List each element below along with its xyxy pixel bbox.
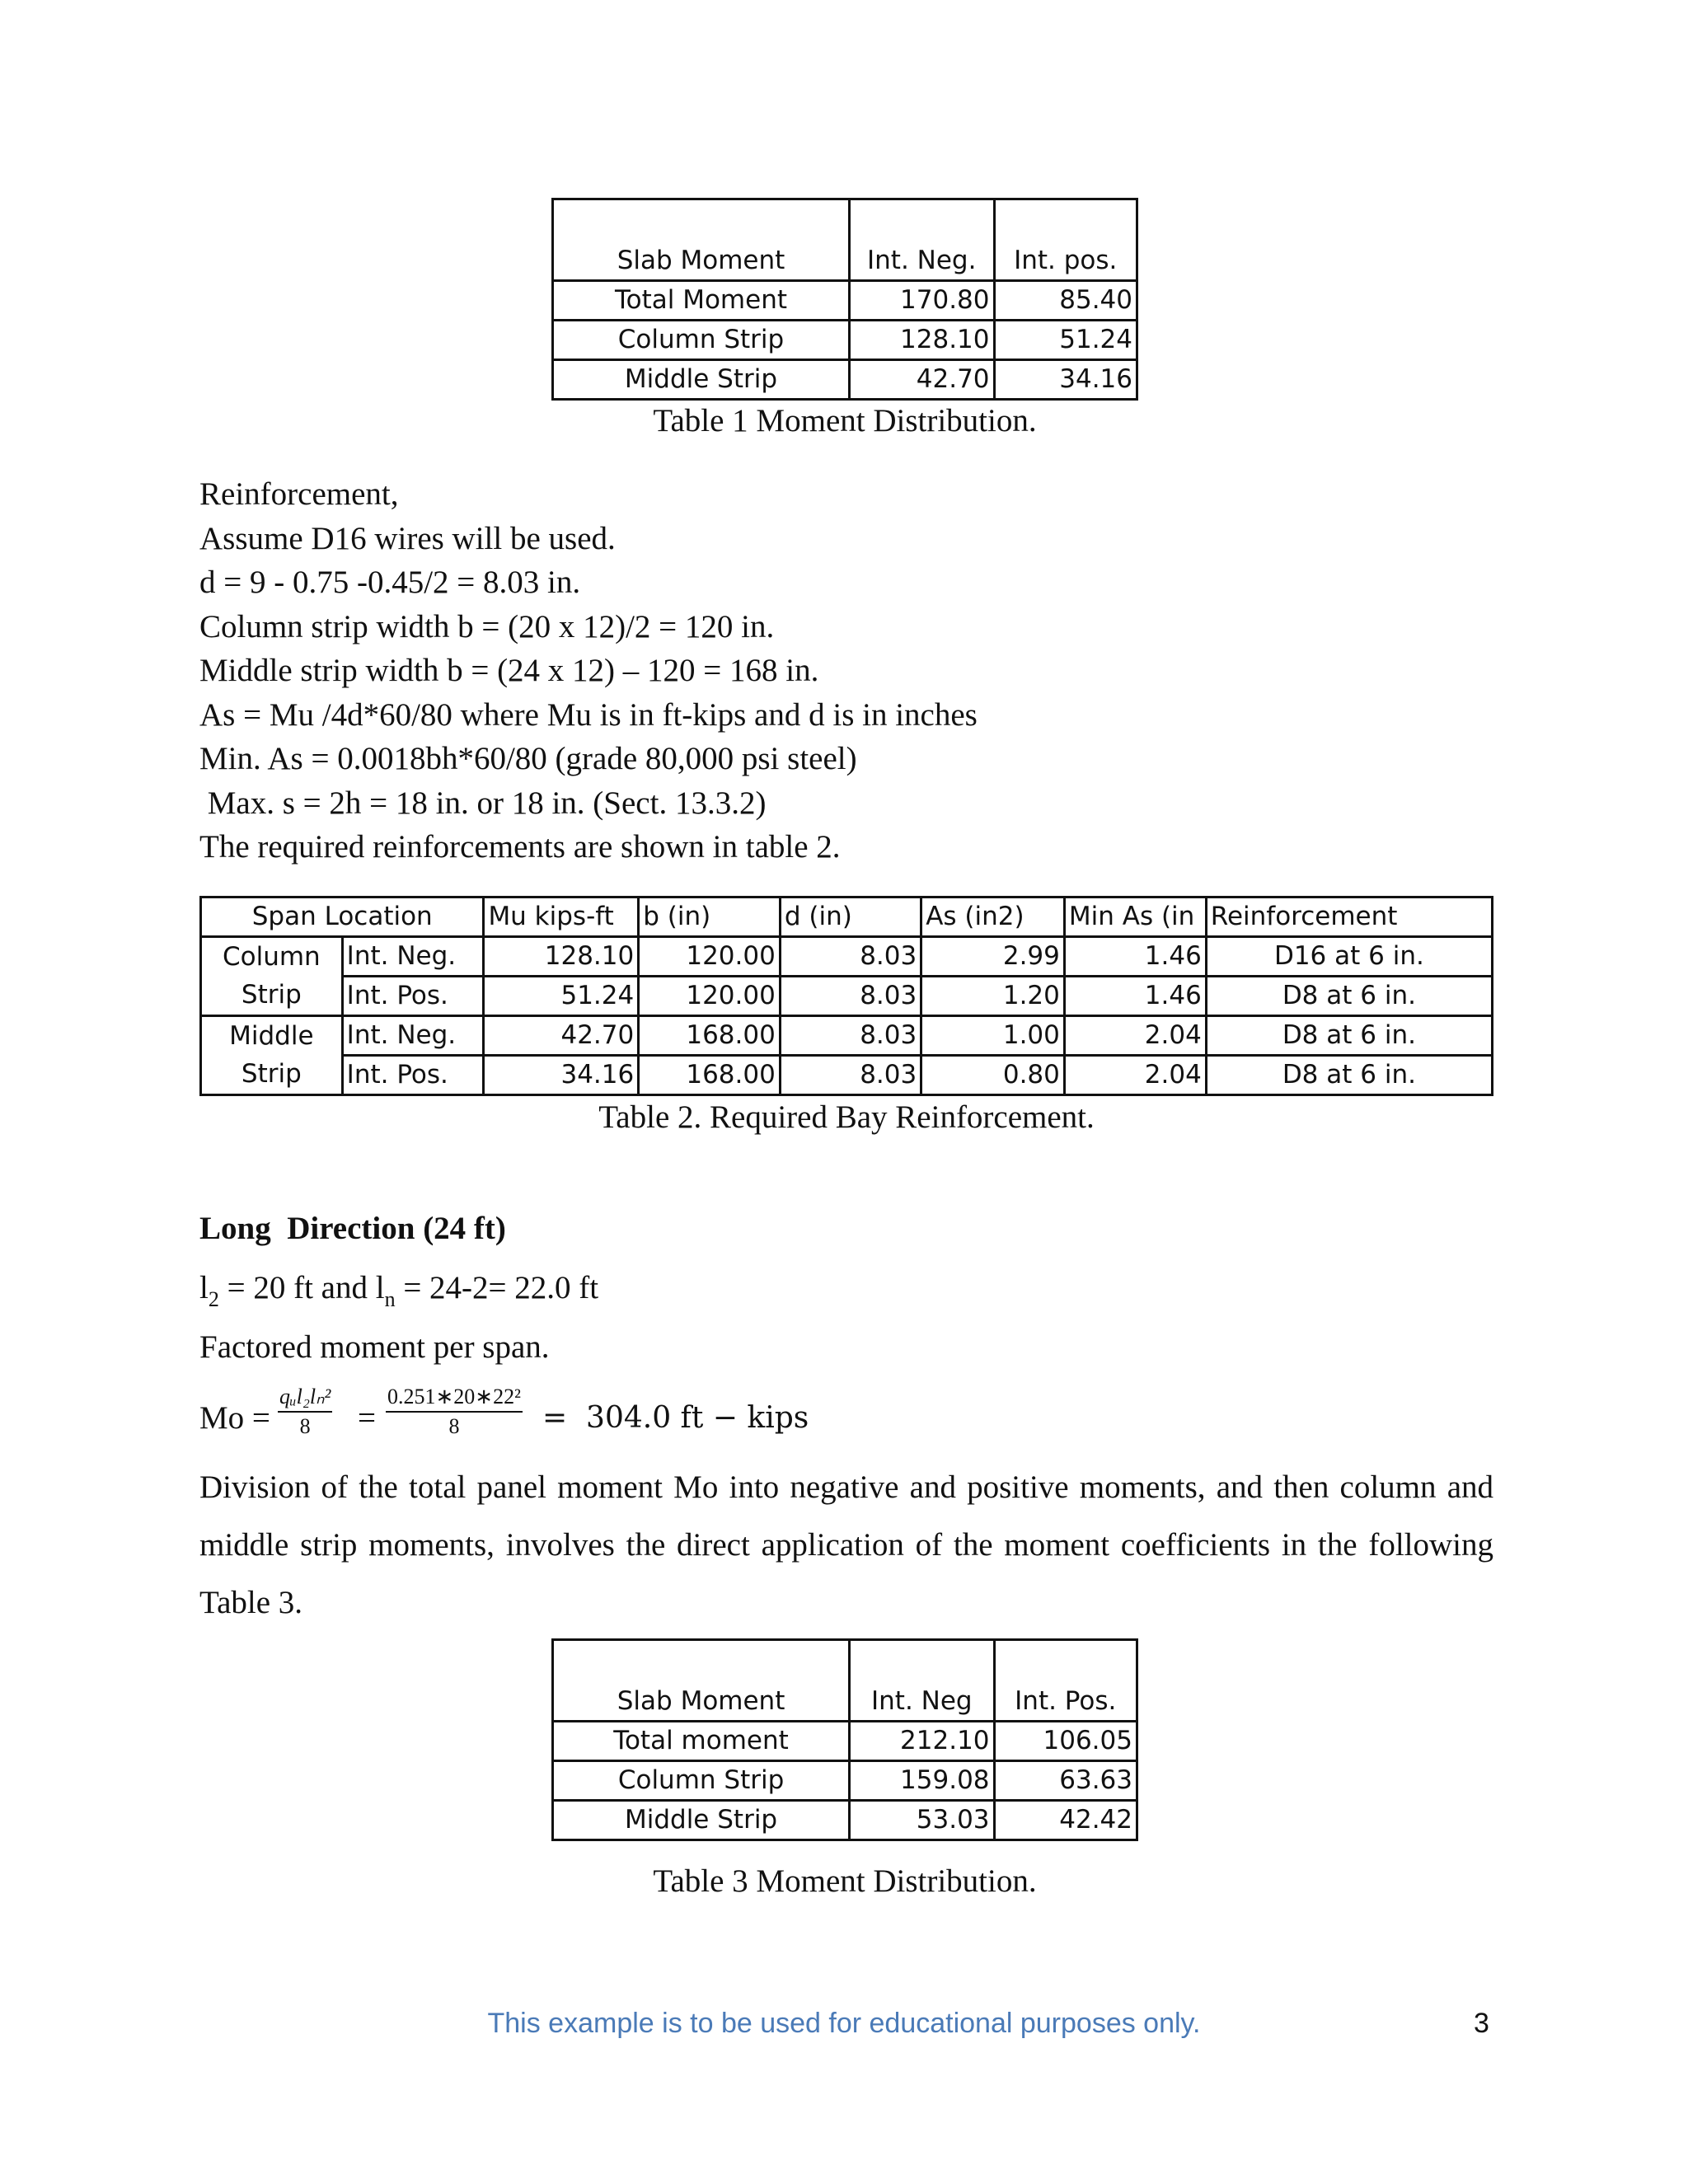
table-cell: D8 at 6 in. <box>1206 977 1492 1016</box>
table-row <box>553 1722 1137 1761</box>
table-cell: 120.00 <box>639 937 781 977</box>
section-heading: Long Direction (24 ft) <box>199 1211 506 1246</box>
table-cell: Total Moment <box>553 281 850 321</box>
table-cell: D8 at 6 in. <box>1206 1016 1492 1056</box>
table-header-row <box>553 1640 1137 1722</box>
table-row <box>553 1801 1137 1840</box>
table-cell: 168.00 <box>639 1016 781 1056</box>
table-cell: D8 at 6 in. <box>1206 1056 1492 1095</box>
table-cell: 51.24 <box>484 977 639 1016</box>
fraction-denominator: 8 <box>448 1414 460 1438</box>
table-header-cell: b (in) <box>639 898 781 937</box>
table-caption: Table 1 Moment Distribution. <box>653 403 1037 438</box>
table-cell: 42.42 <box>994 1801 1137 1840</box>
text-line: Column strip width b = (20 x 12)/2 = 120 in. <box>199 608 775 644</box>
text-fragment: = 24-2= 22.0 ft <box>395 1270 599 1305</box>
table-cell: 1.46 <box>1064 937 1206 977</box>
table-cell: 42.70 <box>849 360 994 400</box>
table-row <box>201 977 1493 1016</box>
table-cell: 8.03 <box>780 937 921 977</box>
table-header-cell: Min As (in <box>1064 898 1206 937</box>
table-row <box>201 1056 1493 1095</box>
table-cell: Int. Neg. <box>342 1016 484 1056</box>
table-header-cell: As (in2) <box>921 898 1065 937</box>
table-header-row <box>553 199 1137 281</box>
formula-fraction <box>278 1385 332 1439</box>
table-header-row <box>201 898 1493 937</box>
division-paragraph: Division of the total panel moment Mo into negative and positive moments, and then column and middle strip moments, involves the direct application of the moment coefficients in the following Table 3. <box>199 1469 1493 1620</box>
table-caption: Table 3 Moment Distribution. <box>653 1863 1037 1899</box>
table-row <box>201 1016 1493 1056</box>
table-cell: 34.16 <box>994 360 1137 400</box>
factored-moment-line: Factored moment per span. <box>199 1329 550 1365</box>
table-header-cell: d (in) <box>780 898 921 937</box>
table-cell: 8.03 <box>780 1016 921 1056</box>
table-cell: 168.00 <box>639 1056 781 1095</box>
span-length-line <box>199 1269 599 1311</box>
table-cell: 1.00 <box>921 1016 1065 1056</box>
table-cell: 0.80 <box>921 1056 1065 1095</box>
span-label: Strip <box>201 1056 343 1095</box>
table-cell: Column Strip <box>553 1761 850 1801</box>
table-cell: Int. Neg. <box>342 937 484 977</box>
span-label: Column <box>201 937 343 977</box>
footer-note: This example is to be used for educational purposes only. <box>487 2008 1201 2039</box>
span-label: Middle <box>201 1016 343 1056</box>
text-line: Max. s = 2h = 18 in. or 18 in. (Sect. 13.3.2) <box>199 785 767 821</box>
table-cell: 1.46 <box>1064 977 1206 1016</box>
bay-reinforcement-table <box>199 896 1493 1096</box>
subscript: n <box>384 1287 396 1311</box>
table-header-cell: Int. pos. <box>994 199 1137 281</box>
table-cell: 128.10 <box>849 321 994 360</box>
table-cell: Total moment <box>553 1722 850 1761</box>
moment-distribution-table-3 <box>551 1638 1138 1841</box>
text-fragment: = 20 ft and l <box>218 1270 385 1305</box>
span-label: Strip <box>201 977 343 1016</box>
table-cell: 159.08 <box>850 1761 994 1801</box>
table-header-cell: Int. Neg. <box>849 199 994 281</box>
table-cell: Middle Strip <box>553 360 850 400</box>
table-cell: 8.03 <box>780 1056 921 1095</box>
table-row <box>201 937 1493 977</box>
formula-fraction <box>386 1385 523 1439</box>
table-cell: 42.70 <box>484 1016 639 1056</box>
equals-sign: = <box>358 1400 376 1436</box>
text-line: Assume D16 wires will be used. <box>199 520 616 556</box>
table-caption: Table 2. Required Bay Reinforcement. <box>598 1099 1095 1135</box>
table-header-cell: Mu kips-ft <box>484 898 639 937</box>
text-line: As = Mu /4d*60/80 where Mu is in ft-kips and d is in inches <box>199 696 978 733</box>
table-cell: 2.04 <box>1064 1016 1206 1056</box>
table-row <box>553 321 1137 360</box>
text-fragment: l <box>199 1270 209 1305</box>
table-cell: 85.40 <box>994 281 1137 321</box>
table-cell: 8.03 <box>780 977 921 1016</box>
table-cell: 128.10 <box>484 937 639 977</box>
table-row <box>553 1761 1137 1801</box>
table-header-cell: Span Location <box>201 898 484 937</box>
table-row <box>553 360 1137 400</box>
table-cell: Column Strip <box>553 321 850 360</box>
table-header-cell: Int. Neg <box>850 1640 994 1722</box>
table-header-cell: Slab Moment <box>553 199 850 281</box>
text-line: The required reinforcements are shown in table 2. <box>199 829 841 865</box>
table-cell: 53.03 <box>850 1801 994 1840</box>
text-line: Reinforcement, <box>199 476 399 512</box>
fraction-numerator: qᵤl₂lₙ² <box>278 1385 332 1413</box>
table-header-cell: Reinforcement <box>1206 898 1492 937</box>
page-number: 3 <box>1474 2008 1489 2039</box>
formula-result: = 304.0 ft − kips <box>542 1401 809 1435</box>
table-cell: 51.24 <box>994 321 1137 360</box>
formula-prefix: Mo = <box>199 1400 279 1436</box>
subscript: 2 <box>208 1287 219 1311</box>
table-cell: D16 at 6 in. <box>1206 937 1492 977</box>
text-line: Min. As = 0.0018bh*60/80 (grade 80,000 psi steel) <box>199 741 857 776</box>
table-cell: 63.63 <box>994 1761 1137 1801</box>
table-cell: Int. Pos. <box>342 977 484 1016</box>
moment-distribution-table-1 <box>551 198 1138 401</box>
table-cell: Int. Pos. <box>342 1056 484 1095</box>
table-header-cell: Slab Moment <box>553 1640 850 1722</box>
table-cell: 212.10 <box>850 1722 994 1761</box>
text-line: Middle strip width b = (24 x 12) – 120 = 168 in. <box>199 653 819 688</box>
fraction-numerator: 0.251∗20∗22² <box>386 1385 523 1413</box>
table-cell: 2.99 <box>921 937 1065 977</box>
table-cell: 1.20 <box>921 977 1065 1016</box>
table-cell: 2.04 <box>1064 1056 1206 1095</box>
table-cell: Middle Strip <box>553 1801 850 1840</box>
table-cell: 106.05 <box>994 1722 1137 1761</box>
table-header-cell: Int. Pos. <box>994 1640 1137 1722</box>
fraction-denominator: 8 <box>299 1414 311 1438</box>
table-row <box>553 281 1137 321</box>
table-cell: 120.00 <box>639 977 781 1016</box>
text-line: d = 9 - 0.75 -0.45/2 = 8.03 in. <box>199 565 581 600</box>
table-cell: 170.80 <box>849 281 994 321</box>
table-cell: 34.16 <box>484 1056 639 1095</box>
reinforcement-text <box>199 472 978 869</box>
